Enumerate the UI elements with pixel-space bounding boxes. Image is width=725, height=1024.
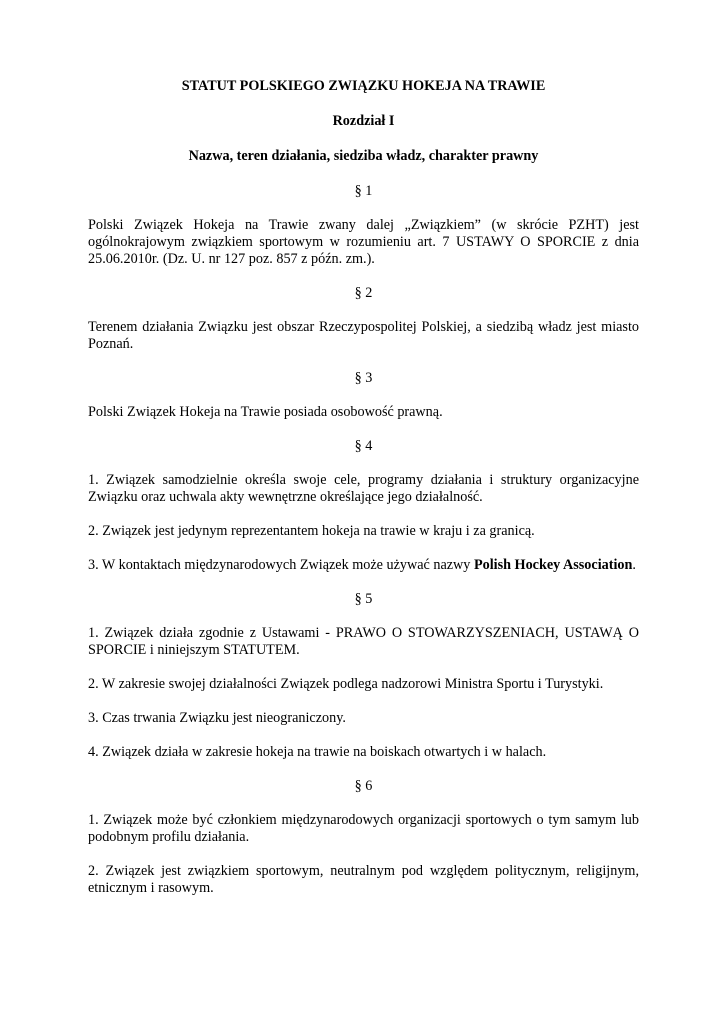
section-heading-5: § 5 <box>354 591 373 607</box>
chapter-title: Nazwa, teren działania, siedziba władz, charakter prawny <box>188 148 539 164</box>
section-heading-6: § 6 <box>354 778 373 794</box>
section-heading-3: § 3 <box>354 370 373 386</box>
section-4-p3-end: . <box>632 557 636 573</box>
section-5-paragraph-4: 4. Związek działa w zakresie hokeja na trawie na boiskach otwartych i w halach. <box>88 744 547 760</box>
association-name: Polish Hockey Association <box>473 557 633 573</box>
section-5-paragraph-1: 1. Związek działa zgodnie z Ustawami - PRAWO O STOWARZYSZENIACH, USTAWĄ O SPORCIE i niniejszym STATUTEM. <box>88 625 639 658</box>
document-title: STATUT POLSKIEGO ZWIĄZKU HOKEJA NA TRAWIE <box>181 78 546 94</box>
section-5-paragraph-3: 3. Czas trwania Związku jest nieograniczony. <box>88 710 346 726</box>
section-4-paragraph-3 <box>88 557 639 574</box>
document-page <box>88 78 639 897</box>
section-4-paragraph-2: 2. Związek jest jedynym reprezentantem hokeja na trawie w kraju i za granicą. <box>88 523 535 539</box>
section-6-paragraph-1: 1. Związek może być członkiem międzynarodowych organizacji sportowych o tym samym lub podobnym profilu działania. <box>88 812 639 845</box>
section-6-paragraph-2: 2. Związek jest związkiem sportowym, neutralnym pod względem politycznym, religijnym, etnicznym i rasowym. <box>88 863 639 896</box>
section-heading-1: § 1 <box>354 183 373 199</box>
section-3-paragraph: Polski Związek Hokeja na Trawie posiada osobowość prawną. <box>88 404 443 420</box>
section-4-p3-text: 3. W kontaktach międzynarodowych Związek może używać nazwy <box>88 557 474 573</box>
section-heading-4: § 4 <box>354 438 373 454</box>
section-1-paragraph: Polski Związek Hokeja na Trawie zwany dalej „Związkiem” (w skrócie PZHT) jest ogólnokrajowym związkiem sportowym w rozumieniu art. 7 USTAWY O SPORCIE z dnia 25.06.2010r. (Dz. U. nr 127 poz. 857 z późn. zm.). <box>88 217 639 267</box>
section-5-paragraph-2: 2. W zakresie swojej działalności Związek podlega nadzorowi Ministra Sportu i Turystyki. <box>88 676 604 692</box>
section-2-paragraph: Terenem działania Związku jest obszar Rzeczypospolitej Polskiej, a siedzibą władz jest miasto Poznań. <box>88 319 639 352</box>
section-4-paragraph-1: 1. Związek samodzielnie określa swoje cele, programy działania i struktury organizacyjne Związku oraz uchwala akty wewnętrzne określające jego działalność. <box>88 472 639 505</box>
section-heading-2: § 2 <box>354 285 373 301</box>
chapter-heading: Rozdział I <box>332 113 395 129</box>
